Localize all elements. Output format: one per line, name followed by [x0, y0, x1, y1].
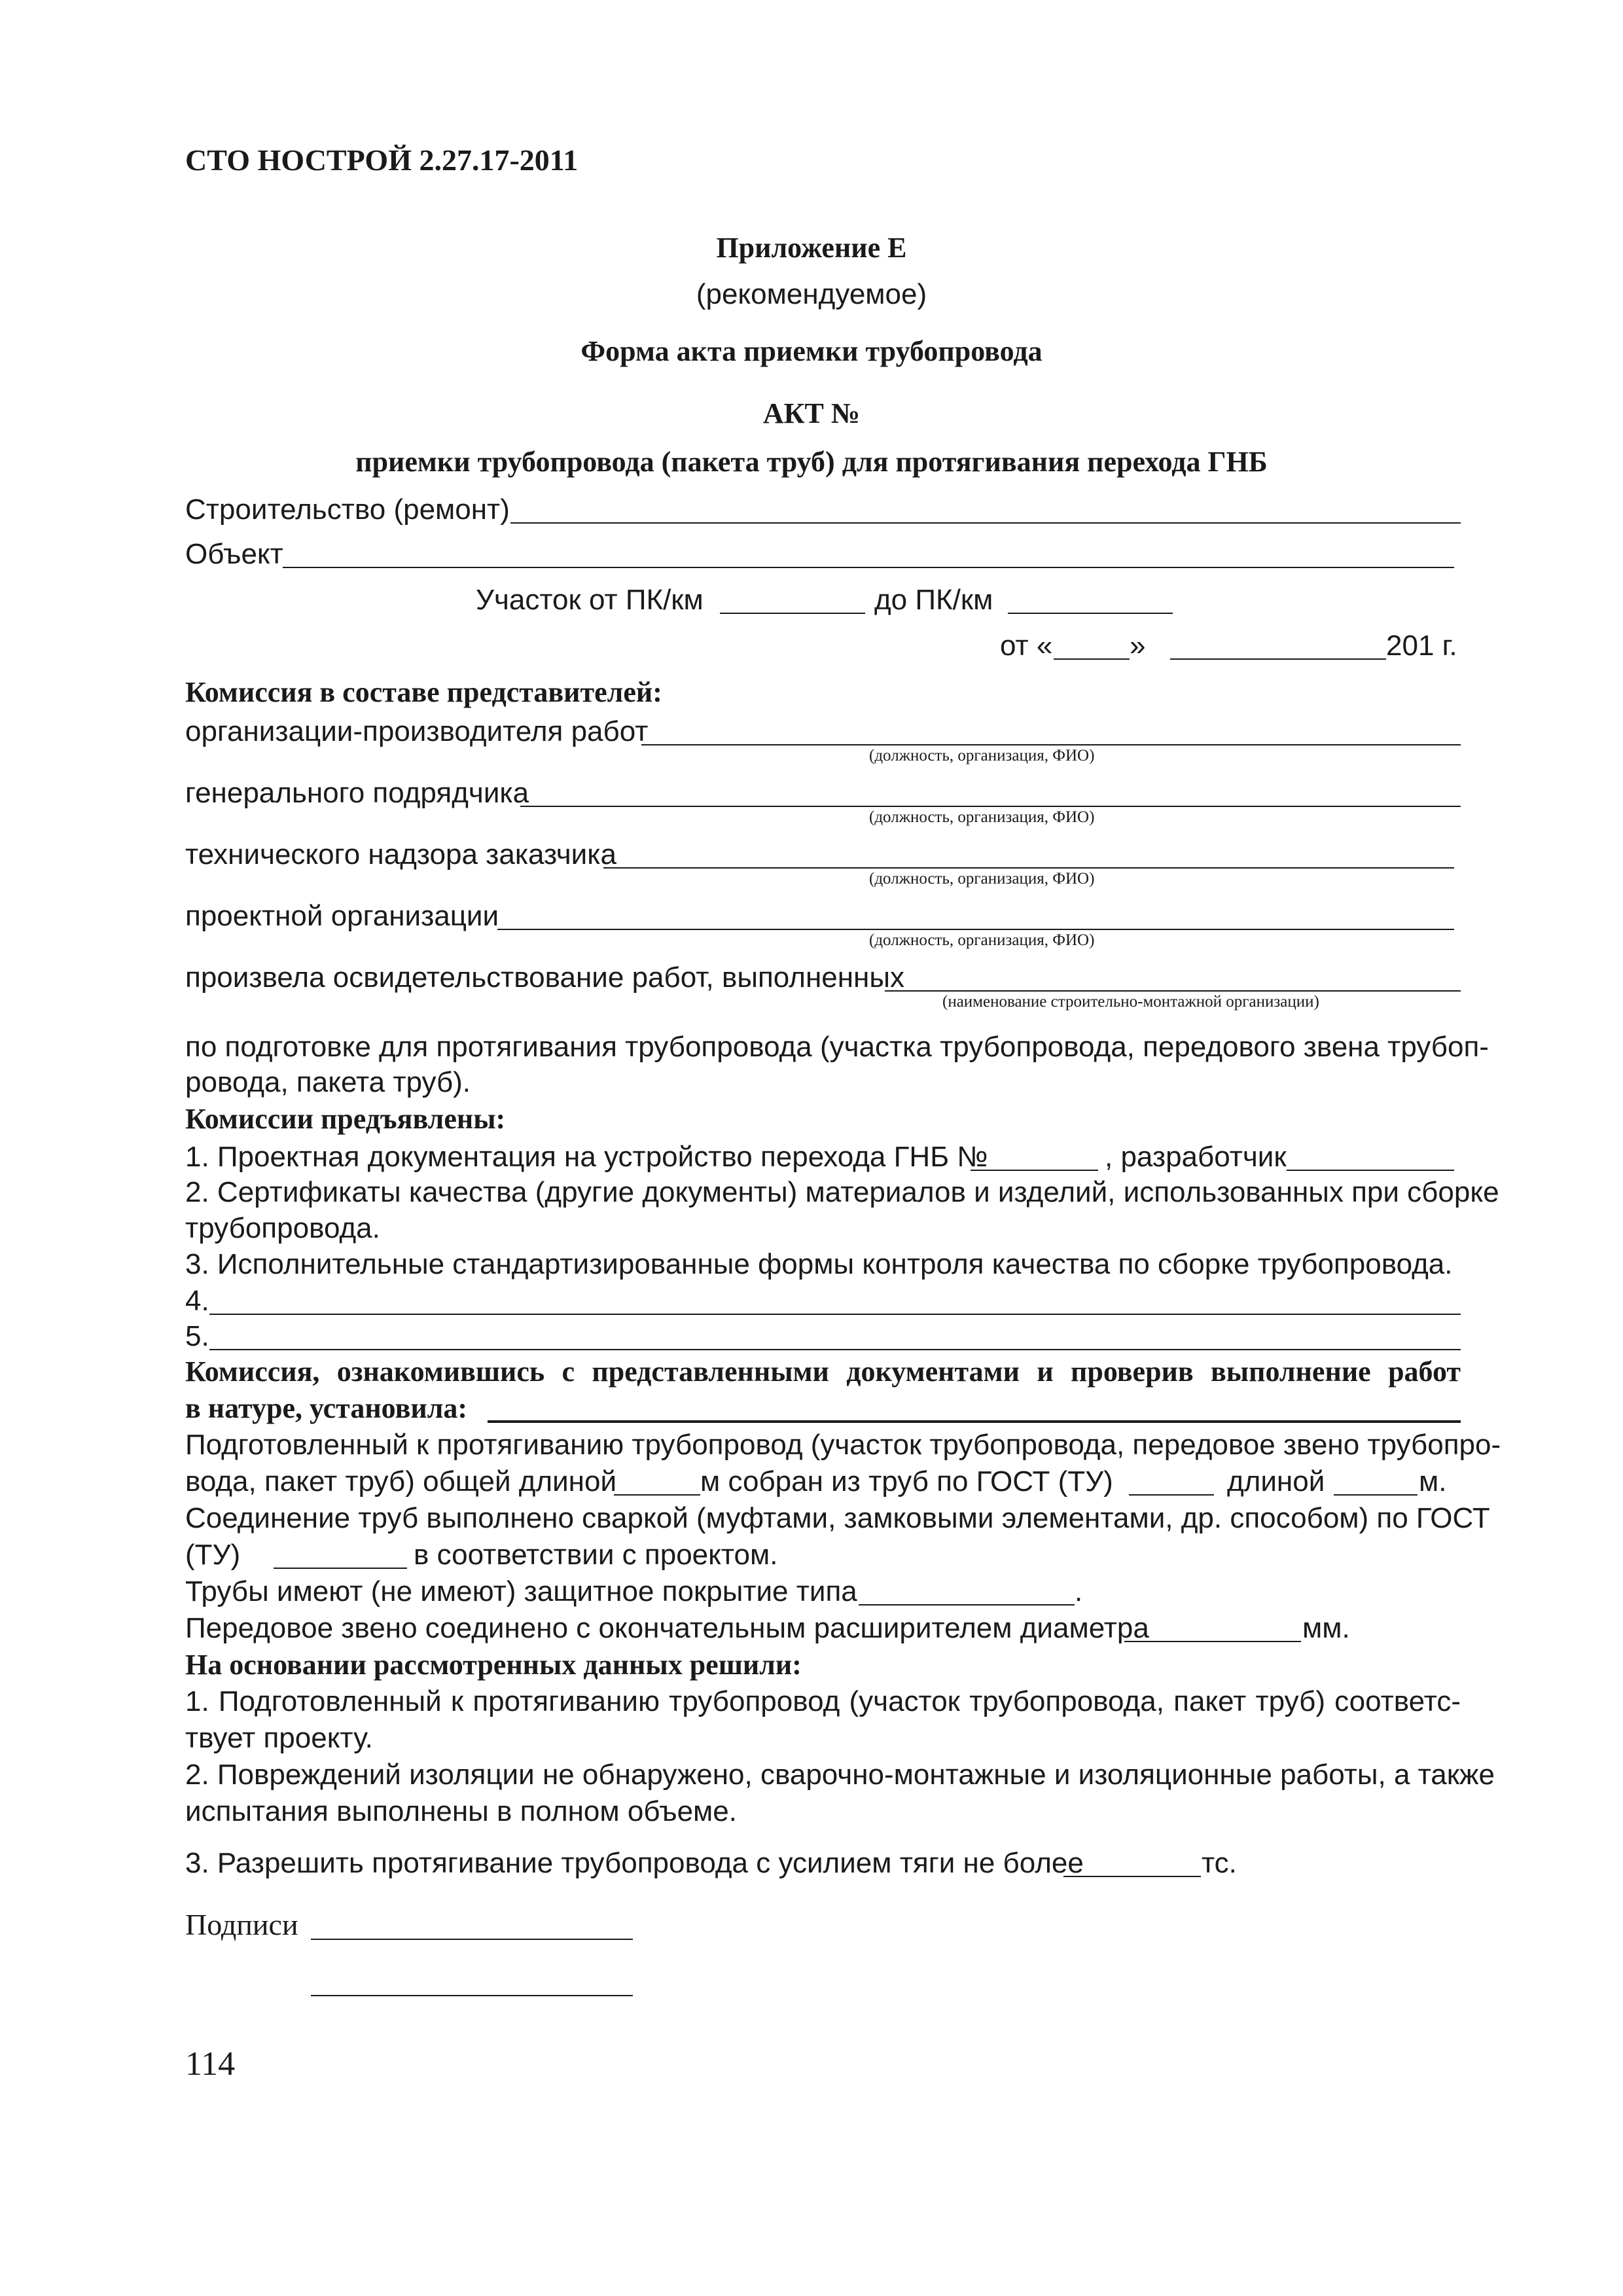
commission-member-hint: (должность, организация, ФИО) [869, 931, 1095, 949]
established-text: вода, пакет труб) общей длиной [185, 1465, 617, 1498]
decision-item-1: твует проекту. [185, 1722, 373, 1754]
presented-item-5-field-line[interactable] [209, 1349, 1461, 1350]
decision-item-1: 1. Подготовленный к протягиванию трубопровод (участок трубопровода, пакет труб) соответс- [185, 1685, 1461, 1717]
purpose-text: по подготовке для протягивания трубопровода (участка трубопровода, передового звена трубоп- [185, 1031, 1489, 1063]
established-text: Соединение труб выполнено сваркой (муфтами, замковыми элементами, др. способом) по ГОСТ [185, 1502, 1490, 1534]
developer-field-line[interactable] [1287, 1170, 1454, 1171]
established-text: м собран из труб по ГОСТ (ТУ) [700, 1465, 1113, 1498]
decision-heading: На основании рассмотренных данных решили: [185, 1649, 802, 1681]
construction-label: Строительство (ремонт) [185, 493, 510, 526]
construction-field-line[interactable] [510, 522, 1461, 524]
pipe-length-field-line[interactable] [1334, 1494, 1418, 1496]
act-subject: приемки трубопровода (пакета труб) для протягивания перехода ГНБ [355, 446, 1268, 478]
commission-member-label: организации-производителя работ [185, 715, 649, 747]
object-label: Объект [185, 538, 283, 570]
appendix-title: Приложение Е [716, 232, 907, 264]
presented-item-1-developer: , разработчик [1105, 1141, 1287, 1173]
date-from-label: от « [1000, 630, 1053, 662]
section-to-label: до ПК/км [874, 584, 993, 616]
section-from-field-line[interactable] [720, 613, 865, 614]
presented-item-1: 1. Проектная документация на устройство перехода ГНБ № [185, 1141, 988, 1173]
date-day-field-line[interactable] [1054, 658, 1130, 660]
signatures-label: Подписи [185, 1908, 298, 1941]
standard-code: СТО НОСТРОЙ 2.27.17-2011 [185, 143, 579, 177]
commission-heading: Комиссия в составе представителей: [185, 676, 662, 708]
pull-force-field-line[interactable] [1063, 1876, 1201, 1877]
act-number-label: АКТ № [762, 397, 861, 429]
decision-item-2: испытания выполнены в полном объеме. [185, 1795, 737, 1827]
date-close-quote: » [1130, 630, 1146, 662]
established-text: Подготовленный к протягиванию трубопровод (участок трубопровода, передовое звено трубопро- [185, 1429, 1501, 1461]
pipe-standard-field-line[interactable] [1129, 1494, 1214, 1496]
date-month-field-line[interactable] [1170, 658, 1386, 660]
form-title: Форма акта приемки трубопровода [580, 335, 1043, 367]
presented-item-2: трубопровода. [185, 1212, 380, 1244]
established-text: мм. [1302, 1612, 1350, 1644]
commission-member-field-line[interactable] [497, 929, 1454, 930]
reamer-diameter-field-line[interactable] [1124, 1641, 1301, 1642]
presented-item-4-field-line[interactable] [209, 1314, 1461, 1315]
presented-item-2: 2. Сертификаты качества (другие документы) материалов и изделий, использованных при сборке [185, 1176, 1499, 1208]
project-number-field-line[interactable] [971, 1170, 1098, 1171]
total-length-field-line[interactable] [614, 1494, 700, 1496]
commission-member-hint: (должность, организация, ФИО) [869, 808, 1095, 826]
page-number: 114 [185, 2045, 236, 2083]
established-text: Передовое звено соединено с окончательным расширителем диаметра [185, 1612, 1149, 1644]
established-text: длиной [1227, 1465, 1325, 1498]
commission-member-label: генерального подрядчика [185, 777, 529, 809]
date-year-label: 201 г. [1386, 630, 1457, 662]
established-heading: в натуре, установила: [185, 1392, 468, 1424]
coating-type-field-line[interactable] [859, 1604, 1075, 1605]
presented-item-4: 4. [185, 1285, 209, 1317]
established-text: в соответствии с проектом. [414, 1539, 778, 1571]
inspection-label: произвела освидетельствование работ, выполненных [185, 961, 904, 994]
presented-item-3: 3. Исполнительные стандартизированные формы контроля качества по сборке трубопровода. [185, 1248, 1453, 1280]
section-to-field-line[interactable] [1008, 613, 1173, 614]
signature-field-line[interactable] [311, 1995, 633, 1996]
commission-member-hint: (должность, организация, ФИО) [869, 870, 1095, 888]
appendix-kind: (рекомендуемое) [696, 278, 927, 310]
presented-item-5: 5. [185, 1320, 209, 1352]
signature-field-line[interactable] [311, 1939, 633, 1940]
decision-item-3: 3. Разрешить протягивание трубопровода с усилием тяги не более [185, 1847, 1084, 1879]
established-text: м. [1419, 1465, 1447, 1498]
inspection-field-line[interactable] [885, 990, 1461, 992]
section-from-label: Участок от ПК/км [476, 584, 704, 616]
purpose-text: ровода, пакета труб). [185, 1066, 471, 1098]
commission-member-label: проектной организации [185, 900, 499, 932]
inspection-hint: (наименование строительно-монтажной организации) [942, 993, 1319, 1011]
established-text: . [1075, 1575, 1083, 1607]
joint-standard-field-line[interactable] [274, 1568, 407, 1569]
decision-item-3: тс. [1202, 1847, 1237, 1879]
object-field-line[interactable] [283, 567, 1454, 568]
commission-member-hint: (должность, организация, ФИО) [869, 747, 1095, 764]
established-heading: Комиссия, ознакомившись с представленными документами и проверив выполнение работ [185, 1355, 1461, 1388]
presented-heading: Комиссии предъявлены: [185, 1103, 506, 1135]
established-field-line[interactable] [488, 1420, 1461, 1423]
established-text: Трубы имеют (не имеют) защитное покрытие типа [185, 1575, 857, 1607]
established-text: (ТУ) [185, 1539, 241, 1571]
commission-member-field-line[interactable] [641, 744, 1461, 745]
commission-member-field-line[interactable] [520, 806, 1461, 807]
commission-member-label: технического надзора заказчика [185, 838, 616, 870]
commission-member-field-line[interactable] [603, 867, 1454, 869]
decision-item-2: 2. Повреждений изоляции не обнаружено, сварочно-монтажные и изоляционные работы, а также [185, 1759, 1495, 1791]
